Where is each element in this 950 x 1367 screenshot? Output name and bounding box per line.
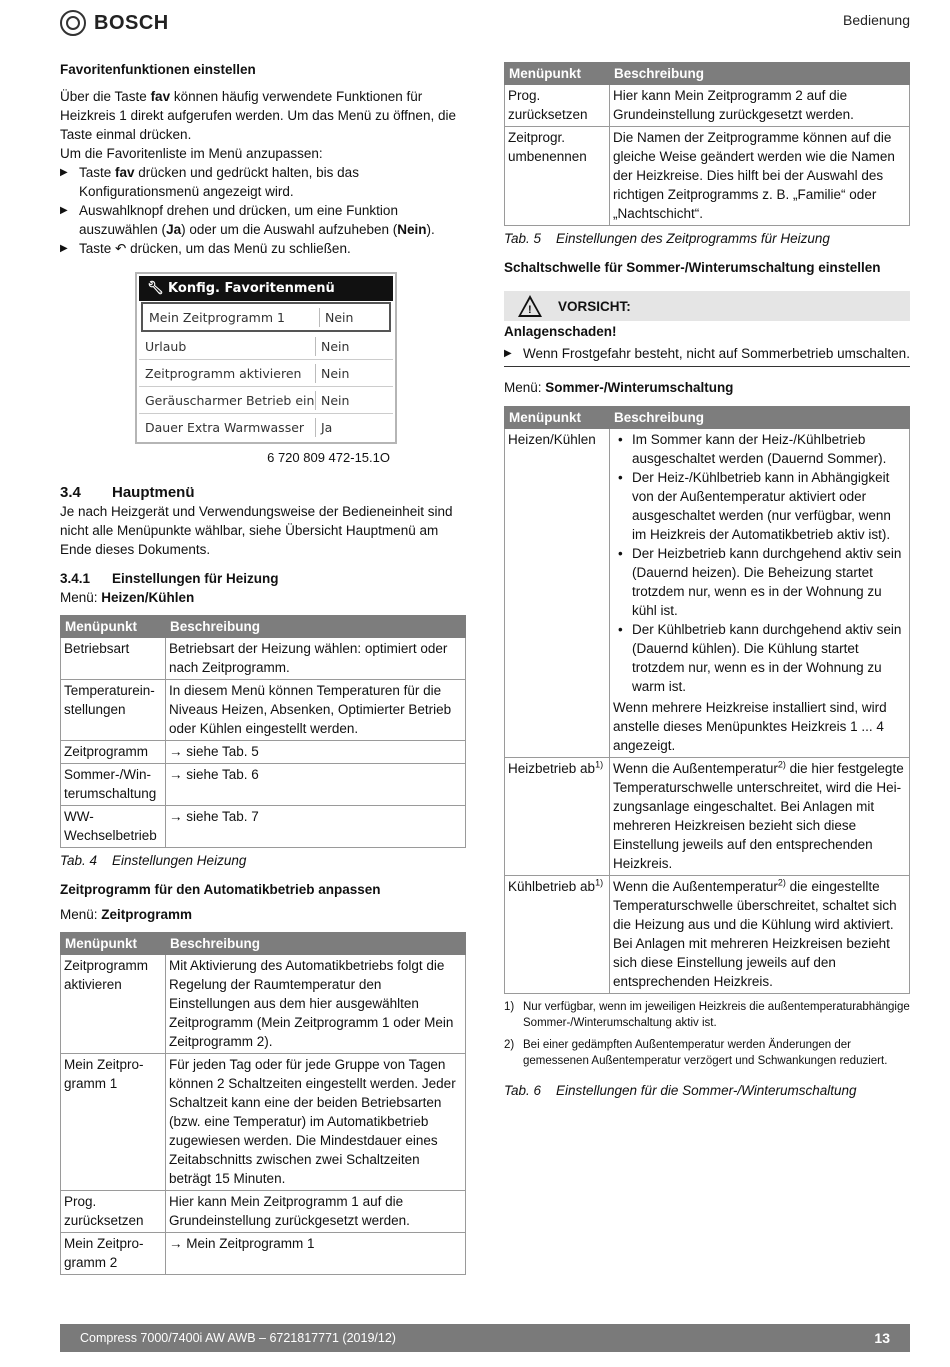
table-5: Menüpunkt Beschreibung Zeitprogramm aktivieren Mit Aktivierung des Automatikbetriebs folgt die Regelung der Raumtemperatur den Einstellungen aus dem hier ausgewählten Zeitprogramm (Mein Zeitprogramm 1 oder Mein Zeitprogramm 2). Mein Zeitprogramm 1 Für jeden Tag oder für jede Gruppe von Tagen können 2 Schaltzeiten eingestellt werden. Jeder Schaltzeit kann eine der beiden Betriebsarten (bzw. eine Temperatur) im Automatikbetrieb zugewiesen werden. Die Mindestdauer eines Zeitabschnitts zwischen zwei Schaltzeiten beträgt 15 Minuten. Prog. zurücksetzen Hier kann Mein Zeitprogramm 1 auf die Grundeinstellung zurückgesetzt werden. Mein Zeitprogramm 2 → Mein Zeitprogramm 1 <box>60 932 466 1275</box>
section-3-4-text: Je nach Heizgerät und Verwendungsweise der Bedieneinheit sind nicht alle Menüpunkte wählbar, siehe Übersicht Hauptmenü am Ende dieses Dokuments. <box>60 504 453 557</box>
screen-row[interactable]: Geräuscharmer Betrieb ein Nein <box>139 387 393 414</box>
right-column <box>504 62 910 1100</box>
table-5-caption: Tab. 5 Einstellungen des Zeitprogramms für Heizung <box>504 231 830 246</box>
left-column <box>60 60 466 1275</box>
list-item: • Der Heizbetrieb kann durchgehend aktiv sein (Dauernd heizen). Die Beheizung startet trotzdem nur, wenn es in der Wohnung zu kühl ist. <box>632 544 905 620</box>
table-row: Sommer-/Winterumschaltung → siehe Tab. 6 <box>61 764 466 806</box>
warning-icon: ! <box>518 295 542 317</box>
list-item: • Im Sommer kann der Heiz-/Kühlbetrieb ausgeschaltet werden (Dauernd Sommer). <box>632 430 905 468</box>
table-row: WW-Wechselbetrieb → siehe Tab. 7 <box>61 806 466 848</box>
table-4: Menüpunkt Beschreibung Betriebsart Betriebsart der Heizung wählen: optimiert oder nach Zeitprogramm. Temperatureinstellungen In diesem Menü können Temperaturen für die Niveaus Heizen, Absenken, Optimierter Betrieb oder Kühlen eingestellt werden. Zeitprogramm → siehe Tab. 5 Sommer-/Winterumschaltung → siehe Tab. 6 WW-Wechselbetrieb → siehe Tab. 7 <box>60 615 466 848</box>
table-4-caption: Tab. 4 Einstellungen Heizung <box>60 853 247 868</box>
footnote: 2) Bei einer gedämpften Außentemperatur werden Änderungen der gemessenen Außentemperatur verzögert und Schwankungen reduziert. <box>504 1039 888 1067</box>
table-row: Zeitprogramm aktivieren Mit Aktivierung des Automatikbetriebs folgt die Regelung der Raumtemperatur den Einstellungen aus dem hier ausgewählten Zeitprogramm (Mein Zeitprogramm 1 oder Mein Zeitprogramm 2). <box>61 955 466 1054</box>
step-3: ▶ Taste ↶ drücken, um das Menü zu schließen. <box>60 239 466 258</box>
menu-path: Menü: Heizen/Kühlen <box>60 590 195 605</box>
table-row: Temperatureinstellungen In diesem Menü können Temperaturen für die Niveaus Heizen, Absenken, Optimierter Betrieb oder Kühlen eingestellt werden. <box>61 680 466 741</box>
table-row: Zeitprogramm → siehe Tab. 5 <box>61 741 466 764</box>
zeitprogramm-title: Zeitprogramm für den Automatikbetrieb anpassen <box>60 882 381 897</box>
section-heading-3-4: 3.4 Hauptmenü <box>60 484 195 501</box>
menu-path: Menü: Sommer-/Winterumschaltung <box>504 380 734 395</box>
footnote: 1) Nur verfügbar, wenn im jeweiligen Heizkreis die außentemperaturabhängige Sommer-/Winterumschaltung aktiv ist. <box>504 1001 910 1029</box>
table-6-caption: Tab. 6 Einstellungen für die Sommer-/Winterumschaltung <box>504 1083 857 1098</box>
caution-heading: Anlagenschaden! <box>504 324 617 339</box>
page-number: 13 <box>874 1330 890 1346</box>
list-item: • Der Heiz-/Kühlbetrieb kann in Abhängigkeit von der Außentemperatur aktiviert oder ausgeschaltet werden (nur verfügbar, wenn im Heizkreis der Automatikbetrieb aktiv ist). <box>632 468 905 544</box>
fav-paragraph: Über die Taste fav können häufig verwendete Funktionen für Heizkreis 1 direkt aufgerufen werden. Um das Menü zu öffnen, die Taste einmal drücken. <box>60 89 456 142</box>
favorites-config-screen <box>135 272 397 444</box>
caution-box <box>504 291 910 321</box>
bosch-armature-icon <box>60 10 86 36</box>
section-name: Bedienung <box>843 12 910 28</box>
table-row: Heizbetrieb $ab^{1)}$ Wenn die Außentemperatur$^{2)}$ die hier festgelegte Temperaturschwelle unterschreitet, wird die Heizungsanlage eingeschaltet. Bei Anlagen mit mehreren Heizkreisen bezieht sich diese Einstellung jeweils auf den entsprechenden Heizkreis. <box>505 758 910 876</box>
screen-title: 🔧︎ Konfig. Favoritenmenü <box>139 276 393 301</box>
menu-path: Menü: Zeitprogramm <box>60 907 193 922</box>
caution-text: ▶ Wenn Frostgefahr besteht, nicht auf Sommerbetrieb umschalten. <box>504 344 910 367</box>
table-row: Kühlbetrieb $ab^{1)}$ Wenn die Außentemperatur$^{2)}$ die eingestellte Temperaturschwelle überschreitet, schaltet sich die Heizung aus und die Kühlung wird aktiviert. Bei Anlagen mit mehreren Heizkreisen bezieht sich diese Einstellung jeweils auf den entsprechenden Heizkreis. <box>505 876 910 994</box>
figure-number: 6 720 809 472-15.1O <box>267 450 390 465</box>
table-6: Menüpunkt Beschreibung Heizen/Kühlen • Im Sommer kann der Heiz-/Kühlbetrieb ausgeschaltet werden (Dauernd Sommer). • Der Heiz-/Kühlbetrieb kann in Abhängigkeit von der Außentemperatur aktiviert oder ausgeschaltet werden (nur verfügbar, wenn im Heizkreis der Automatikbetrieb aktiv ist). • Der Heizbetrieb kann durchgehend aktiv sein (Dauernd heizen). Die Beheizung startet trotzdem nur, wenn es in der Wohnung zu kühl ist. • Der Kühlbetrieb kann durchgehend aktiv sein (Dauernd kühlen). Die Kühlung startet trotzdem nur, wenn es in der Wohnung zu warm ist. Wenn mehrere Heizkreise installiert sind, wird anstelle dieses Menüpunktes Heizkreis 1 ... 4 angezeigt. Heizbetrieb $ab^{1)}$ Wenn die Außentemperatur$^{2)}$ die hier festgelegte Temperaturschwelle unterschreitet, wird die Heizungsanlage eingeschaltet. Bei Anlagen mit mehreren Heizkreisen bezieht sich diese Einstellung jeweils auf den entsprechenden Heizkreis. Kühlbetrieb $ab^{1)}$ Wenn die Außentemperatur$^{2)}$ die eingestellte Temperaturschwelle überschreitet, schaltet sich die Heizung aus und die Kühlung wird aktiviert. Bei Anlagen mit mehreren Heizkreisen bezieht sich diese Einstellung jeweils auf den entsprechenden Heizkreis. <box>504 406 910 994</box>
screen-row[interactable]: Mein Zeitprogramm 1 Nein <box>141 302 391 332</box>
page-footer <box>60 1324 910 1352</box>
table-row: Zeitprogr. umbenennen Die Namen der Zeitprogramme können auf die gleiche Weise geändert werden wie die Namen der Heizkreise. Dies hilft bei der Auswahl des richtigen Zeitprogramms z. B. „Familie“ oder „Nachtschicht“. <box>505 127 910 226</box>
document-id: Compress 7000/7400i AW AWB – 6721817771 (2019/12) <box>80 1331 396 1345</box>
screen-row[interactable]: Urlaub Nein <box>139 333 393 360</box>
table-row: Prog. zurücksetzen Hier kann Mein Zeitprogramm 1 auf die Grundeinstellung zurückgesetzt werden. <box>61 1191 466 1233</box>
brand-name: BOSCH <box>94 11 169 34</box>
table-5-continued: Menüpunkt Beschreibung Prog. zurücksetzen Hier kann Mein Zeitprogramm 2 auf die Grundeinstellung zurückgesetzt werden. Zeitprogr. umbenennen Die Namen der Zeitprogramme können auf die gleiche Weise geändert werden wie die Namen der Heizkreise. Dies hilft bei der Auswahl des richtigen Zeitprogramms z. B. „Familie“ oder „Nachtschicht“. <box>504 62 910 226</box>
back-icon: ↶ <box>115 241 127 256</box>
wrench-icon: 🔧︎ <box>147 281 164 296</box>
screen-row[interactable]: Dauer Extra Warmwasser Ja <box>145 420 333 435</box>
list-item: • Der Kühlbetrieb kann durchgehend aktiv sein (Dauernd kühlen). Die Kühlung startet trotzdem nur, wenn es in der Wohnung zu warm ist. <box>632 620 905 696</box>
caution-label: VORSICHT: <box>558 298 631 314</box>
bosch-logo <box>60 10 169 36</box>
switch-threshold-title: Schaltschwelle für Sommer-/Winterumschaltung einstellen <box>504 260 881 275</box>
section-heading-3-4-1: 3.4.1 Einstellungen für Heizung <box>60 571 279 586</box>
table-row: Prog. zurücksetzen Hier kann Mein Zeitprogramm 2 auf die Grundeinstellung zurückgesetzt werden. <box>505 85 910 127</box>
footnotes <box>504 999 910 1069</box>
screen-row[interactable]: Zeitprogramm aktivieren Nein <box>139 360 393 387</box>
table-row: Mein Zeitprogramm 2 → Mein Zeitprogramm 1 <box>61 1233 466 1275</box>
table-row: Mein Zeitprogramm 1 Für jeden Tag oder für jede Gruppe von Tagen können 2 Schaltzeiten eingestellt werden. Jeder Schaltzeit kann eine der beiden Betriebsarten (bzw. eine Temperatur) im Automatikbetrieb zugewiesen werden. Die Mindestdauer eines Zeitabschnitts zwischen zwei Schaltzeiten beträgt 15 Minuten. <box>61 1054 466 1191</box>
table-row: Heizen/Kühlen • Im Sommer kann der Heiz-/Kühlbetrieb ausgeschaltet werden (Dauernd Sommer). • Der Heiz-/Kühlbetrieb kann in Abhängigkeit von der Außentemperatur aktiviert oder ausgeschaltet werden (nur verfügbar, wenn im Heizkreis der Automatikbetrieb aktiv ist). • Der Heizbetrieb kann durchgehend aktiv sein (Dauernd heizen). Die Beheizung startet trotzdem nur, wenn es in der Wohnung zu kühl ist. • Der Kühlbetrieb kann durchgehend aktiv sein (Dauernd kühlen). Die Kühlung startet trotzdem nur, wenn es in der Wohnung zu warm ist. Wenn mehrere Heizkreise installiert sind, wird anstelle dieses Menüpunktes Heizkreis 1 ... 4 angezeigt. <box>505 429 910 758</box>
step-1: ▶ Taste fav drücken und gedrückt halten, bis das Konfigurationsmenü angezeigt wird. <box>60 163 466 201</box>
fav-intro: Um die Favoritenliste im Menü anzupassen: <box>60 146 323 161</box>
table-row: Betriebsart Betriebsart der Heizung wählen: optimiert oder nach Zeitprogramm. <box>61 638 466 680</box>
step-2: ▶ Auswahlknopf drehen und drücken, um eine Funktion auszuwählen (Ja) oder um die Auswahl aufzuheben (Nein). <box>60 201 466 239</box>
fav-title: Favoritenfunktionen einstellen <box>60 62 256 77</box>
